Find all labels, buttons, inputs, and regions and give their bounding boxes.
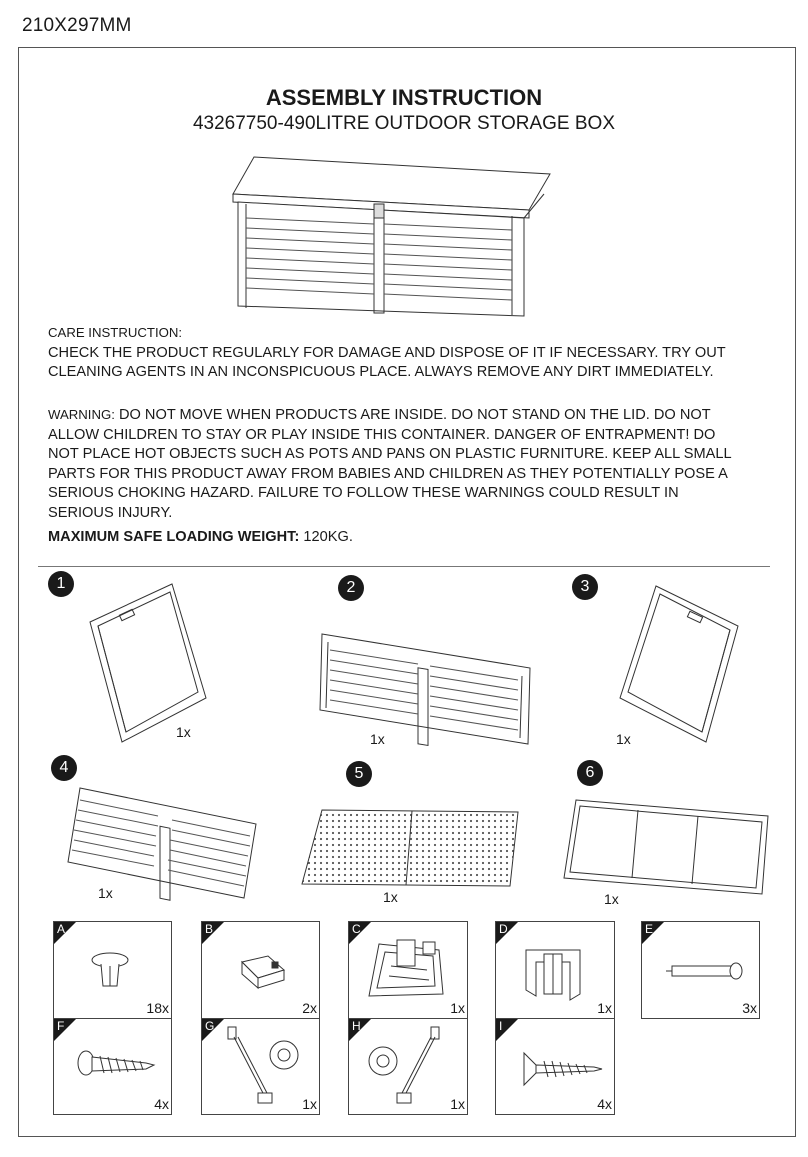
section-divider: [38, 566, 770, 567]
hardware-c-letter: C: [352, 922, 361, 936]
max-load-value: 120KG.: [303, 529, 353, 545]
hardware-g-qty: 1x: [302, 1096, 317, 1112]
panel-5-number: 5: [346, 761, 372, 787]
bracket-clip-icon: [236, 954, 290, 992]
hardware-h-qty: 1x: [450, 1096, 465, 1112]
max-load-label: MAXIMUM SAFE LOADING WEIGHT:: [48, 529, 300, 545]
warning-heading: WARNING:: [48, 407, 115, 422]
hardware-c-qty: 1x: [450, 1000, 465, 1016]
panel-2-number: 2: [338, 575, 364, 601]
hardware-box-g: [201, 1018, 320, 1115]
hardware-box-c: [348, 921, 468, 1019]
countersunk-screw-icon: [520, 1049, 604, 1089]
hardware-box-f: [53, 1018, 172, 1115]
hardware-a-qty: 18x: [146, 1000, 169, 1016]
hardware-e-letter: E: [645, 922, 654, 936]
max-load: [48, 528, 748, 548]
hardware-h-letter: H: [352, 1019, 361, 1033]
pan-head-screw-icon: [76, 1047, 156, 1087]
panel-3-number: 3: [572, 574, 598, 600]
hardware-b-qty: 2x: [302, 1000, 317, 1016]
care-text: CHECK THE PRODUCT REGULARLY FOR DAMAGE AND DISPOSE OF IT IF NECESSARY. TRY OUT CLEANING AGENTS IN AN INCONSPICUOUS PLACE. ALWAYS REMOVE ANY DIRT IMMEDIATELY.: [48, 344, 726, 381]
panel-6-number: 6: [577, 760, 603, 786]
panel-5-qty: 1x: [383, 889, 398, 905]
hardware-a-letter: A: [57, 922, 66, 936]
hardware-e-qty: 3x: [742, 1000, 757, 1016]
hardware-box-b: [201, 921, 320, 1019]
panel-2-back-panel: [318, 630, 534, 746]
warning-block: [48, 405, 748, 524]
hardware-box-h: [348, 1018, 468, 1115]
panel-2-slats: [330, 650, 518, 730]
panel-2-qty: 1x: [370, 731, 385, 747]
hardware-d-qty: 1x: [597, 1000, 612, 1016]
page-size-label: 210X297MM: [22, 15, 132, 36]
panel-1-side-panel: [86, 582, 210, 746]
panel-4-qty: 1x: [98, 885, 113, 901]
panel-3-qty: 1x: [616, 731, 631, 747]
panel-5-base-panel: [300, 806, 522, 890]
gas-strut-right-icon: [361, 1025, 445, 1111]
panel-1-number: 1: [48, 571, 74, 597]
panel-3-side-panel: [618, 582, 742, 746]
hardware-f-letter: F: [57, 1019, 65, 1033]
hardware-i-letter: I: [499, 1019, 503, 1033]
storage-box-illustration: [228, 152, 554, 320]
hardware-f-qty: 4x: [154, 1096, 169, 1112]
hardware-box-i: [495, 1018, 615, 1115]
panel-4-number: 4: [51, 755, 77, 781]
panel-4-front-panel: [66, 784, 258, 902]
panel-6-lid-panel: [562, 796, 772, 898]
hardware-box-d: [495, 921, 615, 1019]
hardware-d-letter: D: [499, 922, 508, 936]
hardware-g-letter: G: [205, 1019, 215, 1033]
care-heading: CARE INSTRUCTION:: [48, 325, 183, 340]
hinge-pin-icon: [664, 960, 746, 982]
gas-strut-left-icon: [224, 1025, 308, 1111]
lock-latch-icon: [361, 936, 455, 1006]
hinge-clip-icon: [518, 940, 588, 1006]
hardware-i-qty: 4x: [597, 1096, 612, 1112]
panel-6-qty: 1x: [604, 891, 619, 907]
hardware-box-a: [53, 921, 172, 1019]
care-instruction: [48, 323, 748, 383]
hardware-b-letter: B: [205, 922, 214, 936]
warning-text: DO NOT MOVE WHEN PRODUCTS ARE INSIDE. DO NOT STAND ON THE LID. DO NOT ALLOW CHILDREN TO STAY OR PLAY INSIDE THIS CONTAINER. DANGER OF ENTRAPMENT! DO NOT PLACE HOT OBJECTS SUCH AS POTS AND PANS ON PLASTIC FURNITURE. KEEP ALL SMALL PARTS FOR THIS PRODUCT AWAY FROM BABIES AND CHILDREN AS THEY POTENTIALLY POSE A SERIOUS CHOKING HAZARD. FAILURE TO FOLLOW THESE WARNINGS COULD RESULT IN SERIOUS INJURY.: [48, 407, 732, 521]
push-rivet-icon: [86, 950, 134, 992]
hardware-box-e: [641, 921, 760, 1019]
panel-1-qty: 1x: [176, 724, 191, 740]
panel-4-slats: [72, 800, 250, 886]
document-subtitle: 43267750-490LITRE OUTDOOR STORAGE BOX: [192, 113, 616, 134]
document-title: ASSEMBLY INSTRUCTION: [265, 85, 543, 110]
